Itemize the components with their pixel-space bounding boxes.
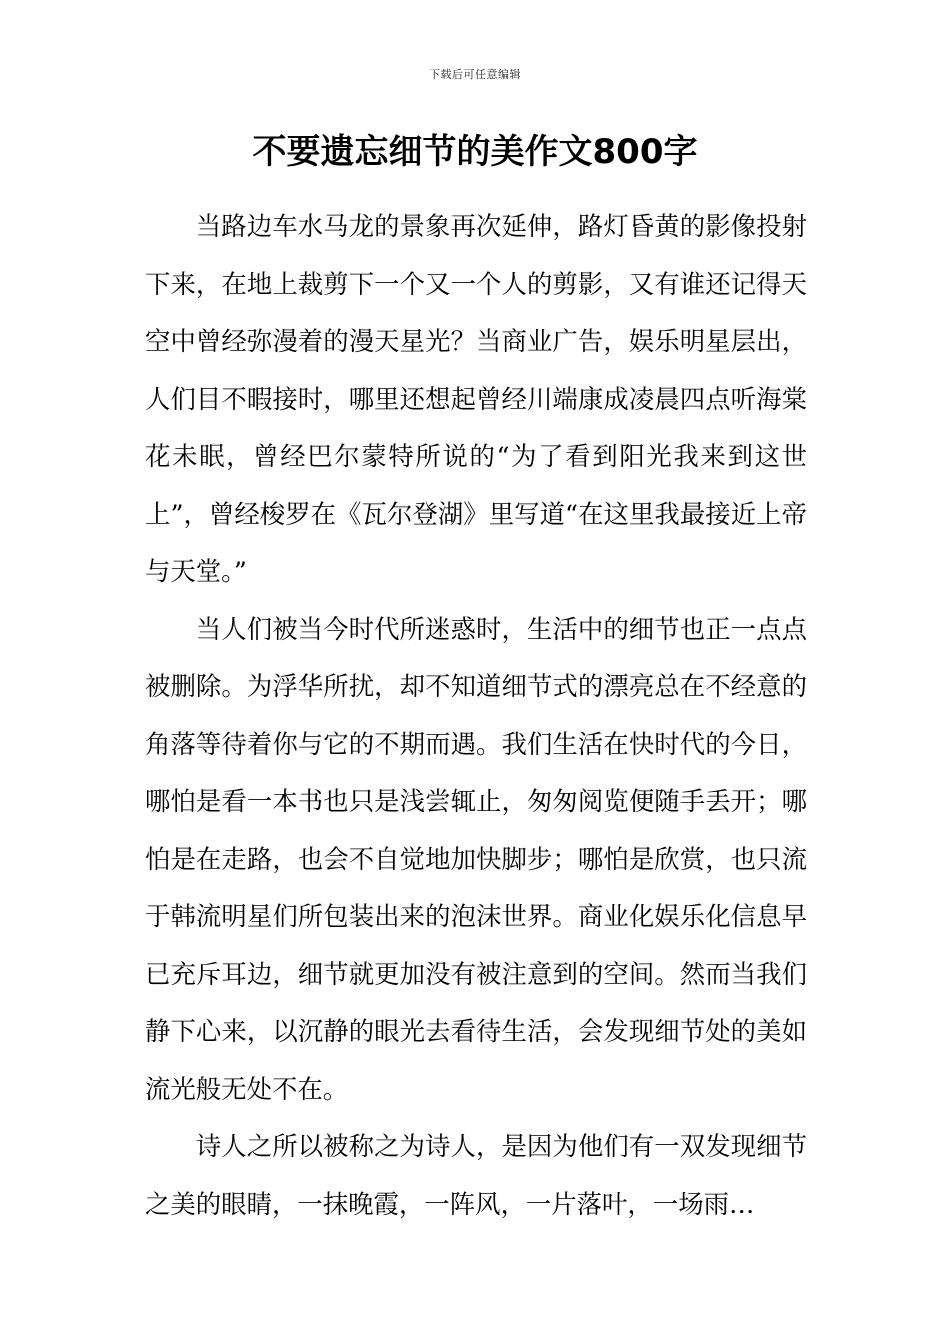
paragraph-1: 当路边车水马龙的景象再次延伸，路灯昏黄的影像投射下来，在地上裁剪下一个又一个人的剪影，又有谁还记得天空中曾经弥漫着的漫天星光？当商业广告，娱乐明星层出，人们目不暇接时，哪里还想起曾经川端康成凌晨四点听海棠花未眠，曾经巴尔蒙特所说的“为了看到阳光我来到这世上”，曾经梭罗在《瓦尔登湖》里写道“在这里我最接近上帝与天堂。” <box>145 211 807 586</box>
header-note: 下载后可任意编辑 <box>429 68 521 81</box>
paragraph-2: 当人们被当今时代所迷惑时，生活中的细节也正一点点被删除。为浮华所扰，却不知道细节式的漂亮总在不经意的角落等待着你与它的不期而遇。我们生活在快时代的今日，哪怕是看一本书也只是浅尝辄止，匆匆阅览便随手丢开；哪怕是在走路，也会不自觉地加快脚步；哪怕是欣赏，也只流于韩流明星们所包装出来的泡沫世界。商业化娱乐化信息早已充斥耳边，细节就更加没有被注意到的空间。然而当我们静下心来，以沉静的眼光去看待生活，会发现细节处的美如流光般无处不在。 <box>145 613 807 1104</box>
article-body <box>145 198 807 1233</box>
page-title: 不要遗忘细节的美作文800字 <box>252 132 698 172</box>
paragraph-3: 诗人之所以被称之为诗人，是因为他们有一双发现细节之美的眼睛，一抹晚霞，一阵风，一片落叶，一场雨… <box>145 1131 807 1219</box>
